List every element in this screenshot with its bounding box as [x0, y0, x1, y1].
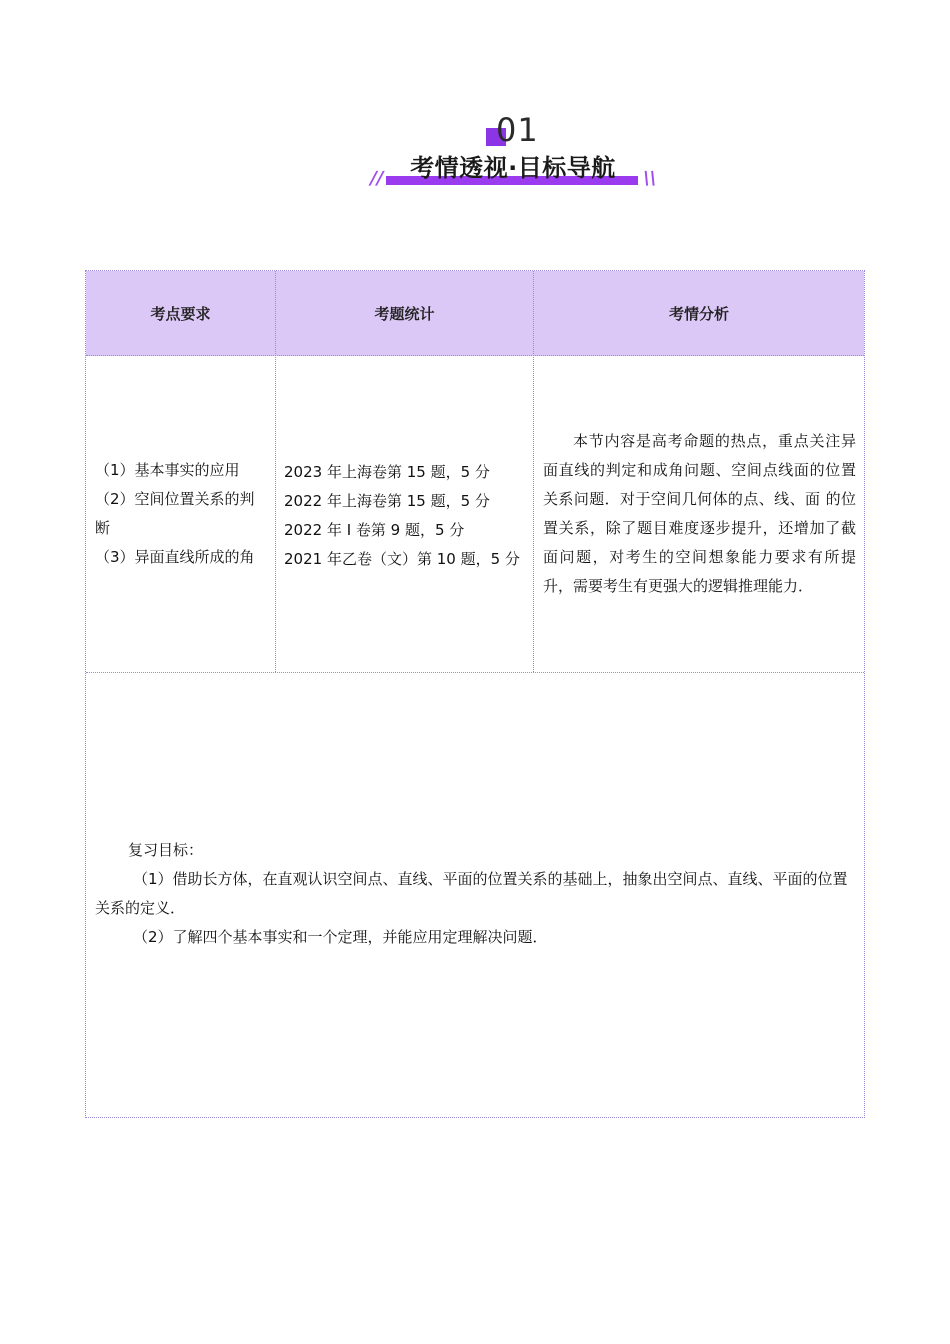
section-number [486, 112, 546, 148]
section-title-text: 考情透视·目标导航 [410, 154, 616, 182]
header-requirements: 考点要求 [150, 304, 211, 323]
header-analysis: 考情分析 [668, 304, 729, 323]
statistic-item: 2021 年乙卷（文）第 10 题，5 分 [284, 550, 520, 568]
requirement-item: （2）空间位置关系的判断 [95, 490, 255, 537]
statistic-item: 2023 年上海卷第 15 题，5 分 [284, 463, 490, 481]
section-title [368, 150, 658, 190]
goals-heading: 复习目标： [128, 841, 204, 859]
table-content-row [86, 356, 864, 673]
statistic-item: 2022 年 I 卷第 9 题，5 分 [284, 521, 465, 539]
requirements-cell [86, 356, 275, 672]
goal-item: （1）借助长方体，在直观认识空间点、直线、平面的位置关系的基础上，抽象出空间点、直线、平面的位置关系的定义． [95, 870, 848, 917]
analysis-cell [534, 356, 864, 672]
requirement-item: （1）基本事实的应用 [95, 461, 240, 479]
header-statistics: 考题统计 [374, 304, 435, 323]
title-right-decoration: \\ [640, 168, 659, 189]
table-header-row [86, 271, 864, 356]
goal-item: （2）了解四个基本事实和一个定理，并能应用定理解决问题． [133, 928, 548, 946]
exam-analysis-table [85, 270, 865, 1118]
review-goals-cell [86, 673, 864, 1117]
statistic-item: 2022 年上海卷第 15 题，5 分 [284, 492, 490, 510]
statistics-cell [276, 356, 533, 672]
analysis-text: 本节内容是高考命题的热点，重点关注异面直线的判定和成角问题、空间点线面的位置关系问题．对于空间几何体的点、线、面 的位置关系，除了题目难度逐步提升，还增加了截面问题，对考生的空间想象能力要求有所提升，需要考生有更强大的逻辑推理能力． [543, 432, 856, 595]
title-left-decoration: // [367, 168, 386, 189]
requirement-item: （3）异面直线所成的角 [95, 548, 255, 566]
section-number-text: 01 [496, 111, 539, 149]
